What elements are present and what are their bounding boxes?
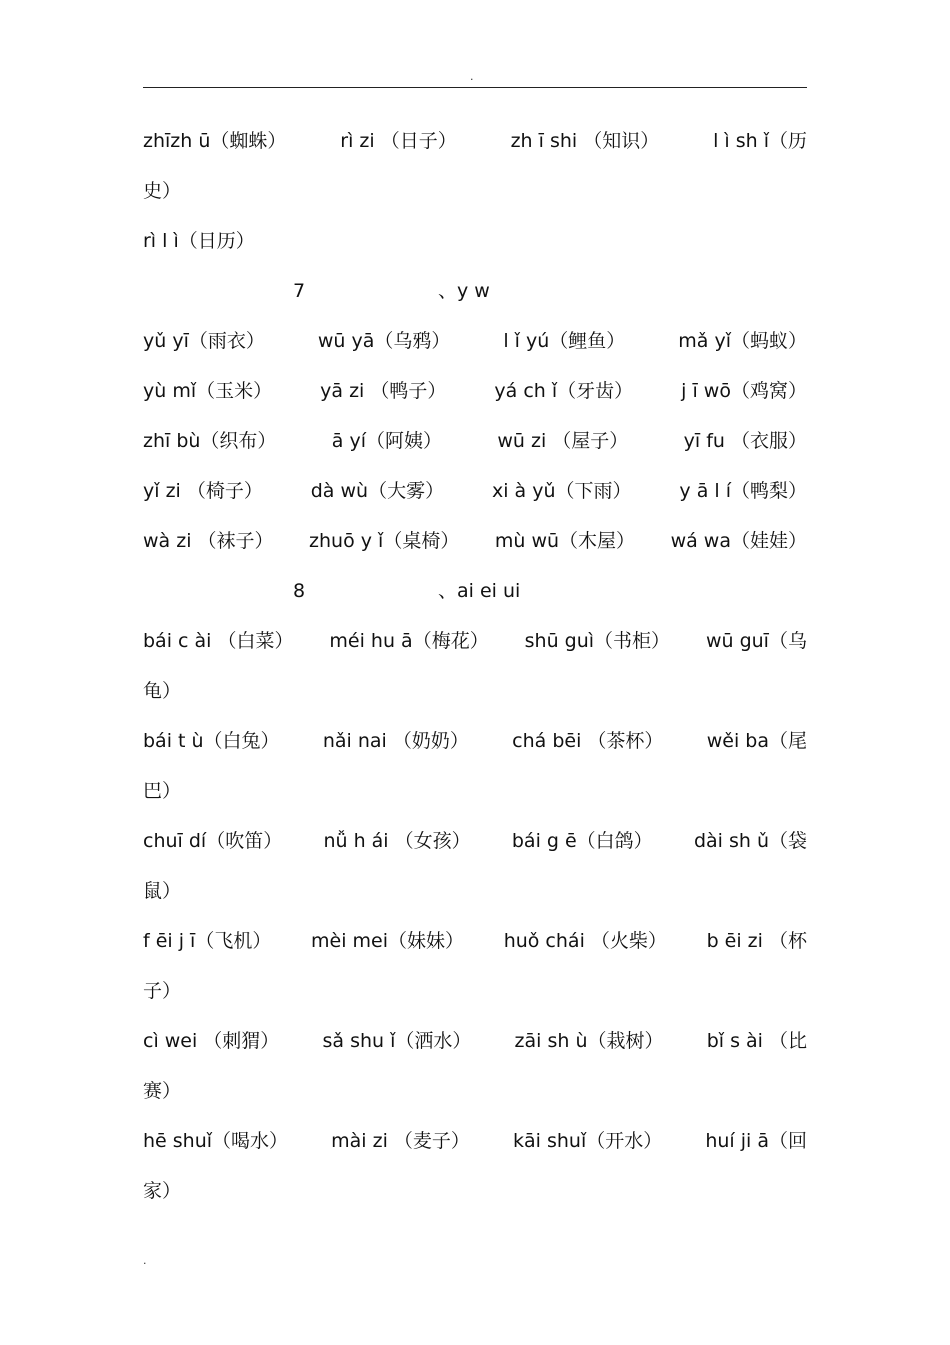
vocab-row bbox=[143, 1116, 807, 1166]
vocab-continuation: 巴） bbox=[143, 780, 182, 802]
vocab-item: rì zi （日子） bbox=[340, 130, 457, 152]
vocab-item: wū zi （屋子） bbox=[497, 430, 629, 452]
vocab-item: huǒ chái （火柴） bbox=[503, 930, 667, 952]
vocab-row bbox=[143, 366, 807, 416]
vocab-item: mǎ yǐ（蚂蚁） bbox=[678, 330, 807, 352]
vocab-item: dà wù（大雾） bbox=[310, 480, 445, 502]
vocab-item: bái c ài （白菜） bbox=[143, 630, 294, 652]
vocab-continuation: 赛） bbox=[143, 1080, 182, 1102]
vocab-item: j ī wō（鸡窝） bbox=[681, 380, 807, 402]
vocab-item: zāi sh ù（栽树） bbox=[514, 1030, 664, 1052]
section-number: 7 bbox=[293, 280, 306, 302]
vocab-item: l ì sh ǐ（历 bbox=[713, 130, 807, 152]
vocab-item: cì wei （刺猬） bbox=[143, 1030, 280, 1052]
vocab-item: yǐ zi （椅子） bbox=[143, 480, 263, 502]
vocab-item: hē shuǐ（喝水） bbox=[143, 1130, 289, 1152]
vocab-item: wá wa（娃娃） bbox=[670, 530, 807, 552]
vocab-row bbox=[143, 616, 807, 666]
vocab-row bbox=[143, 516, 807, 566]
vocab-item: bǐ s ài （比 bbox=[706, 1030, 807, 1052]
section-number: 8 bbox=[293, 580, 306, 602]
vocab-row bbox=[143, 716, 807, 766]
vocab-item: xi à yǔ（下雨） bbox=[491, 480, 632, 502]
vocab-row bbox=[143, 1016, 807, 1066]
vocab-item: rì l ì（日历） bbox=[143, 230, 255, 252]
section-title: 、y w bbox=[438, 280, 490, 302]
vocab-item: sǎ shu ǐ（洒水） bbox=[322, 1030, 472, 1052]
vocab-continuation: 史） bbox=[143, 180, 182, 202]
vocab-item: zhī bù（织布） bbox=[143, 430, 277, 452]
vocab-item: zhuō y ǐ（桌椅） bbox=[309, 530, 460, 552]
vocab-row bbox=[143, 816, 807, 866]
vocab-item: dài sh ǔ（袋 bbox=[693, 830, 807, 852]
vocab-item: zhīzh ū（蜘蛛） bbox=[143, 130, 287, 152]
vocab-item: b ēi zi （杯 bbox=[706, 930, 807, 952]
vocab-item: shū guì（书柜） bbox=[524, 630, 671, 652]
vocab-item: mài zi （麦子） bbox=[331, 1130, 470, 1152]
vocab-continuation: 龟） bbox=[143, 680, 182, 702]
vocab-continuation: 鼠） bbox=[143, 880, 182, 902]
vocab-item: méi hu ā（梅花） bbox=[329, 630, 489, 652]
vocab-row bbox=[143, 416, 807, 466]
vocab-item: f ēi j ī（飞机） bbox=[143, 930, 272, 952]
vocab-item: chá bēi （茶杯） bbox=[512, 730, 664, 752]
pinyin-content bbox=[143, 116, 807, 1216]
section-heading bbox=[143, 566, 807, 616]
vocab-item: yǔ yī（雨衣） bbox=[143, 330, 265, 352]
vocab-row bbox=[143, 216, 807, 266]
header-mark: . bbox=[470, 70, 474, 83]
vocab-item: huí ji ā（回 bbox=[705, 1130, 807, 1152]
vocab-item: bái g ē（白鸽） bbox=[511, 830, 653, 852]
vocab-row bbox=[143, 466, 807, 516]
vocab-continuation: 家） bbox=[143, 1180, 182, 1202]
vocab-item: yù mǐ（玉米） bbox=[143, 380, 273, 402]
vocab-item: nǚ h ái （女孩） bbox=[323, 830, 471, 852]
vocab-item: chuī dí（吹笛） bbox=[143, 830, 283, 852]
vocab-item: mèi mei（妹妹） bbox=[311, 930, 465, 952]
vocab-row bbox=[143, 916, 807, 966]
vocab-item: ā yí（阿姨） bbox=[331, 430, 443, 452]
vocab-item: wū guī（乌 bbox=[705, 630, 807, 652]
vocab-item: y ā l í（鸭梨） bbox=[679, 480, 807, 502]
vocab-item: l ǐ yú（鲤鱼） bbox=[503, 330, 626, 352]
vocab-item: zh ī shi （知识） bbox=[510, 130, 660, 152]
vocab-item: mù wū（木屋） bbox=[494, 530, 636, 552]
vocab-item: yī fu （衣服） bbox=[683, 430, 807, 452]
vocab-item: kāi shuǐ（开水） bbox=[513, 1130, 663, 1152]
vocab-row bbox=[143, 316, 807, 366]
vocab-item: wū yā（乌鸦） bbox=[317, 330, 451, 352]
vocab-item: bái t ù（白兔） bbox=[143, 730, 280, 752]
footer-mark: . bbox=[143, 1254, 147, 1267]
vocab-item: yā zi （鸭子） bbox=[320, 380, 447, 402]
vocab-item: wà zi （袜子） bbox=[143, 530, 274, 552]
vocab-item: wěi ba（尾 bbox=[706, 730, 807, 752]
section-title: 、ai ei ui bbox=[438, 580, 521, 602]
vocab-row bbox=[143, 116, 807, 166]
vocab-item: yá ch ǐ（牙齿） bbox=[494, 380, 634, 402]
vocab-continuation: 子） bbox=[143, 980, 182, 1002]
section-heading bbox=[143, 266, 807, 316]
header-rule bbox=[143, 87, 807, 88]
vocab-item: nǎi nai （奶奶） bbox=[322, 730, 469, 752]
